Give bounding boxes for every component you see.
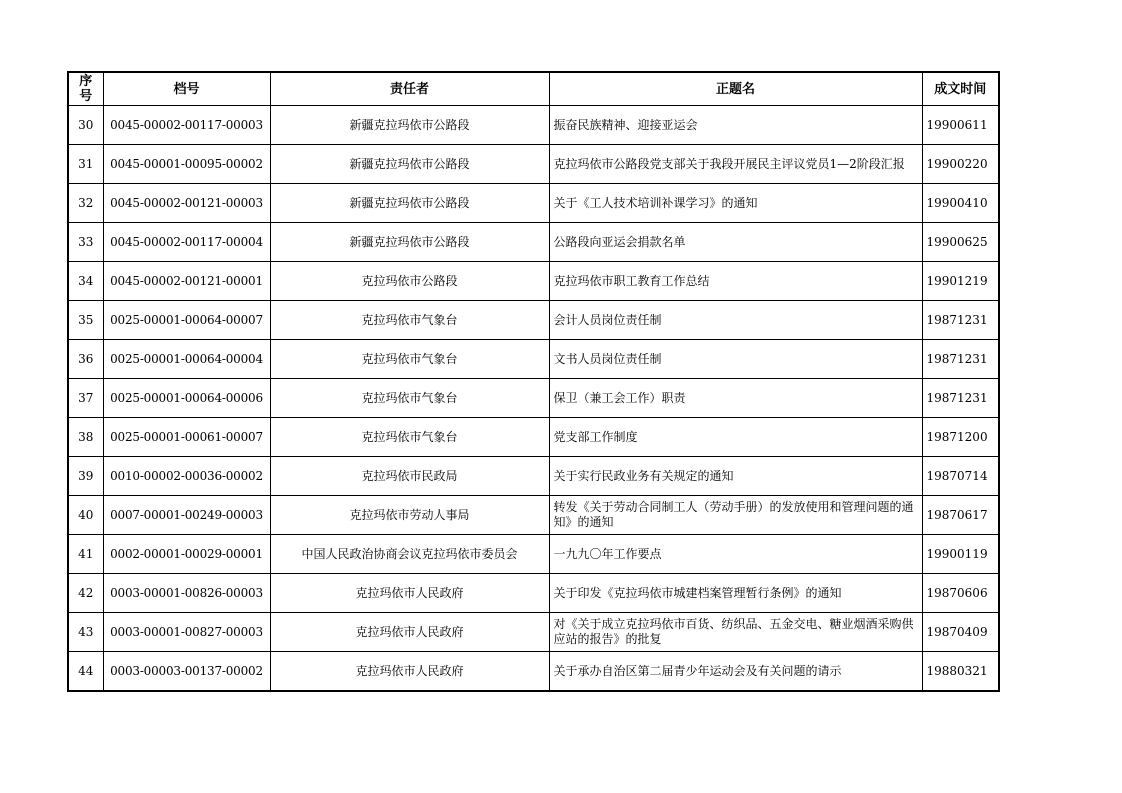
cell-title: 公路段向亚运会捐款名单 xyxy=(549,223,922,262)
table-row xyxy=(68,418,999,457)
cell-owner: 新疆克拉玛依市公路段 xyxy=(270,184,549,223)
header-title: 正题名 xyxy=(549,72,922,106)
cell-archive-no: 0025-00001-00064-00006 xyxy=(103,379,270,418)
cell-date: 19870606 xyxy=(922,574,999,613)
cell-seq: 36 xyxy=(68,340,103,379)
cell-date: 19871231 xyxy=(922,340,999,379)
cell-date: 19871231 xyxy=(922,301,999,340)
table-row xyxy=(68,379,999,418)
archive-table xyxy=(67,71,1000,692)
table-row xyxy=(68,652,999,692)
cell-date: 19900625 xyxy=(922,223,999,262)
table-row xyxy=(68,262,999,301)
table-row xyxy=(68,223,999,262)
cell-seq: 40 xyxy=(68,496,103,535)
cell-date: 19900611 xyxy=(922,106,999,145)
cell-title: 会计人员岗位责任制 xyxy=(549,301,922,340)
cell-archive-no: 0045-00002-00117-00004 xyxy=(103,223,270,262)
cell-title: 克拉玛依市职工教育工作总结 xyxy=(549,262,922,301)
cell-title: 关于印发《克拉玛依市城建档案管理暂行条例》的通知 xyxy=(549,574,922,613)
cell-archive-no: 0003-00003-00137-00002 xyxy=(103,652,270,692)
cell-owner: 新疆克拉玛依市公路段 xyxy=(270,145,549,184)
cell-seq: 42 xyxy=(68,574,103,613)
header-owner: 责任者 xyxy=(270,72,549,106)
table-row xyxy=(68,106,999,145)
cell-title: 党支部工作制度 xyxy=(549,418,922,457)
table-row xyxy=(68,184,999,223)
cell-archive-no: 0025-00001-00064-00004 xyxy=(103,340,270,379)
cell-owner: 新疆克拉玛依市公路段 xyxy=(270,223,549,262)
cell-archive-no: 0045-00002-00121-00001 xyxy=(103,262,270,301)
cell-title: 对《关于成立克拉玛依市百货、纺织品、五金交电、糖业烟酒采购供应站的报告》的批复 xyxy=(549,613,922,652)
cell-owner: 克拉玛依市人民政府 xyxy=(270,574,549,613)
cell-archive-no: 0045-00002-00117-00003 xyxy=(103,106,270,145)
cell-archive-no: 0045-00002-00121-00003 xyxy=(103,184,270,223)
cell-archive-no: 0025-00001-00061-00007 xyxy=(103,418,270,457)
cell-archive-no: 0007-00001-00249-00003 xyxy=(103,496,270,535)
cell-seq: 39 xyxy=(68,457,103,496)
header-seq: 序号 xyxy=(68,72,103,106)
cell-seq: 31 xyxy=(68,145,103,184)
table-row xyxy=(68,535,999,574)
table-row xyxy=(68,574,999,613)
cell-owner: 克拉玛依市民政局 xyxy=(270,457,549,496)
cell-seq: 37 xyxy=(68,379,103,418)
table-body xyxy=(68,106,999,692)
cell-owner: 克拉玛依市气象台 xyxy=(270,340,549,379)
cell-seq: 38 xyxy=(68,418,103,457)
cell-date: 19870617 xyxy=(922,496,999,535)
cell-seq: 33 xyxy=(68,223,103,262)
table-row xyxy=(68,145,999,184)
cell-owner: 新疆克拉玛依市公路段 xyxy=(270,106,549,145)
cell-date: 19880321 xyxy=(922,652,999,692)
cell-title: 克拉玛依市公路段党支部关于我段开展民主评议党员1—2阶段汇报 xyxy=(549,145,922,184)
table-row xyxy=(68,457,999,496)
cell-seq: 43 xyxy=(68,613,103,652)
cell-date: 19900119 xyxy=(922,535,999,574)
cell-archive-no: 0010-00002-00036-00002 xyxy=(103,457,270,496)
table-row xyxy=(68,613,999,652)
cell-date: 19870714 xyxy=(922,457,999,496)
cell-seq: 32 xyxy=(68,184,103,223)
cell-owner: 克拉玛依市劳动人事局 xyxy=(270,496,549,535)
cell-owner: 克拉玛依市气象台 xyxy=(270,301,549,340)
table-row xyxy=(68,301,999,340)
cell-owner: 克拉玛依市气象台 xyxy=(270,418,549,457)
cell-title: 转发《关于劳动合同制工人（劳动手册）的发放使用和管理问题的通知》的通知 xyxy=(549,496,922,535)
table-row xyxy=(68,496,999,535)
cell-title: 一九九〇年工作要点 xyxy=(549,535,922,574)
cell-archive-no: 0025-00001-00064-00007 xyxy=(103,301,270,340)
table-header-row xyxy=(68,72,999,106)
cell-date: 19870409 xyxy=(922,613,999,652)
cell-owner: 克拉玛依市人民政府 xyxy=(270,613,549,652)
cell-title: 关于《工人技术培训补课学习》的通知 xyxy=(549,184,922,223)
cell-owner: 中国人民政治协商会议克拉玛依市委员会 xyxy=(270,535,549,574)
cell-date: 19900220 xyxy=(922,145,999,184)
cell-owner: 克拉玛依市气象台 xyxy=(270,379,549,418)
cell-title: 振奋民族精神、迎接亚运会 xyxy=(549,106,922,145)
cell-title: 关于承办自治区第二届青少年运动会及有关问题的请示 xyxy=(549,652,922,692)
cell-seq: 30 xyxy=(68,106,103,145)
cell-archive-no: 0002-00001-00029-00001 xyxy=(103,535,270,574)
cell-date: 19901219 xyxy=(922,262,999,301)
cell-title: 保卫（兼工会工作）职责 xyxy=(549,379,922,418)
cell-owner: 克拉玛依市公路段 xyxy=(270,262,549,301)
cell-owner: 克拉玛依市人民政府 xyxy=(270,652,549,692)
table-row xyxy=(68,340,999,379)
cell-archive-no: 0045-00001-00095-00002 xyxy=(103,145,270,184)
cell-seq: 41 xyxy=(68,535,103,574)
cell-date: 19871231 xyxy=(922,379,999,418)
cell-title: 文书人员岗位责任制 xyxy=(549,340,922,379)
cell-archive-no: 0003-00001-00826-00003 xyxy=(103,574,270,613)
cell-archive-no: 0003-00001-00827-00003 xyxy=(103,613,270,652)
cell-seq: 44 xyxy=(68,652,103,692)
cell-date: 19900410 xyxy=(922,184,999,223)
header-archive-no: 档号 xyxy=(103,72,270,106)
cell-date: 19871200 xyxy=(922,418,999,457)
cell-title: 关于实行民政业务有关规定的通知 xyxy=(549,457,922,496)
header-date: 成文时间 xyxy=(922,72,999,106)
cell-seq: 35 xyxy=(68,301,103,340)
cell-seq: 34 xyxy=(68,262,103,301)
